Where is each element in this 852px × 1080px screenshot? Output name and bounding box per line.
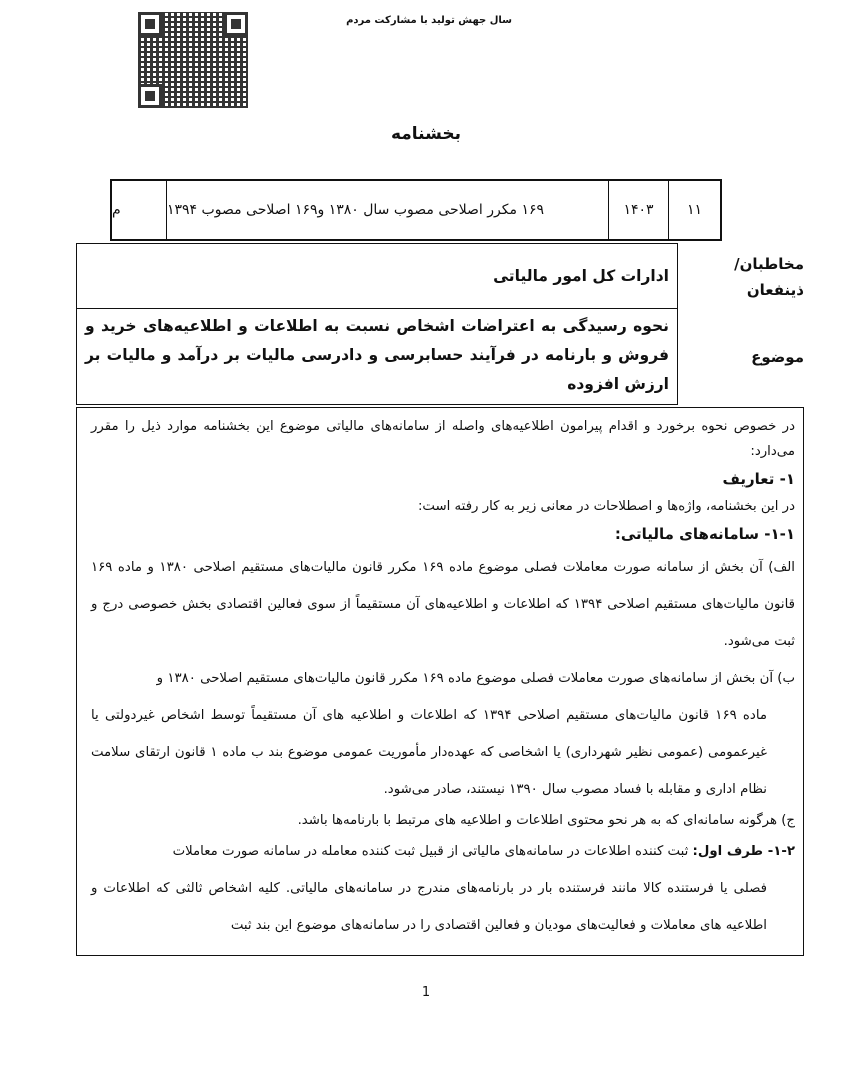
intro-paragraph: در خصوص نحوه برخورد و اقدام پیرامون اطلاعیه‌های واصله از سامانه‌های مالیاتی موضوع این بخشنامه موارد ذیل را مقرر می‌دارد:	[91, 419, 795, 459]
item-c: ج) هرگونه سامانه‌ای که به هر نحو محتوی اطلاعات و اطلاعیه های مرتبط با بارنامه‌ها باشد.	[297, 813, 795, 828]
header-table	[76, 243, 804, 405]
qr-finder-pattern	[224, 12, 248, 36]
qr-finder-pattern	[138, 84, 162, 108]
recipients-value: ادارات کل امور مالیاتی	[76, 243, 678, 309]
topic-label: موضوع	[751, 348, 804, 366]
year-slogan: سال جهش تولید با مشارکت مردم	[346, 15, 512, 26]
item-b-first-line: ب) آن بخش از سامانه‌های صورت معاملات فصلی موضوع ماده ۱۶۹ مکرر قانون مالیات‌های مستقیم اصلاحی ۱۳۸۰ و	[156, 671, 795, 686]
qr-finder-pattern	[138, 12, 162, 36]
page-number: 1	[421, 985, 431, 1000]
section-1-1-heading: ۱-۱- سامانه‌های مالیاتی:	[614, 525, 795, 543]
section-1-text: در این بخشنامه، واژه‌ها و اصطلاحات در معانی زیر به کار رفته است:	[417, 499, 795, 514]
circular-body	[76, 407, 804, 956]
qr-code	[138, 12, 248, 108]
reference-table	[110, 179, 722, 241]
circular-year: ۱۴۰۳	[608, 181, 668, 239]
reference-code: م	[112, 202, 121, 218]
recipients-row	[76, 243, 804, 309]
topic-row	[76, 309, 804, 405]
section-1-2-first-text: ثبت کننده اطلاعات در سامانه‌های مالیاتی از قبیل ثبت کننده معامله در سامانه صورت معاملات	[172, 844, 693, 859]
item-a: الف) آن بخش از سامانه صورت معاملات فصلی موضوع ماده ۱۶۹ مکرر قانون مالیات‌های مستقیم اصلاحی ۱۳۸۰ و ماده ۱۶۹ قانون مالیات‌های مستقیم اصلاحی ۱۳۹۴ که اطلاعات و اطلاعیه‌های آن مستقیماً از سوی فعالین اقتصادی بخش خصوصی درج و ثبت می‌شود.	[91, 560, 795, 649]
section-1-2-label: ۱-۲- طرف اول:	[692, 844, 795, 859]
recipients-label: مخاطبان/ ذینفعان	[734, 255, 804, 299]
item-b-continuation: ماده ۱۶۹ قانون مالیات‌های مستقیم اصلاحی ۱۳۹۴ که اطلاعات و اطلاعیه های آن مستقیماً توسط اشخاص غیردولتی یا غیرعمومی (عمومی نظیر شهرداری) یا اشخاصی که عهده‌دار مأموریت عمومی موضوع بند ب ماده ۱ قانون ارتقای سلامت نظام اداری و مقابله با فساد مصوب سال ۱۳۹۰ نیستند، صادر می‌شود.	[91, 708, 767, 797]
document-title: بخشنامه	[390, 124, 462, 144]
section-1-heading: ۱- تعاریف	[722, 470, 795, 488]
topic-value: نحوه رسیدگی به اعتراضات اشخاص نسبت به اطلاعات و اطلاعیه‌های خرید و فروش و بارنامه در فرآیند حسابرسی و دادرسی مالیات بر درآمد و مالیات بر ارزش افزوده	[76, 309, 678, 405]
legal-reference: ۱۶۹ مکرر اصلاحی مصوب سال ۱۳۸۰ و۱۶۹ اصلاحی مصوب ۱۳۹۴	[166, 181, 608, 239]
circular-number: ۱۱	[668, 181, 720, 239]
section-1-2-first-line	[91, 833, 795, 870]
section-1-2-continuation: فصلی یا فرستنده کالا مانند فرستنده بار در بارنامه‌های مندرج در سامانه‌های مالیاتی. کلیه اشخاص ثالثی که اطلاعات و اطلاعیه های معاملات و فعالیت‌های مودیان و فعالین اقتصادی را در سامانه‌های موضوع این بند ثبت	[91, 881, 767, 933]
